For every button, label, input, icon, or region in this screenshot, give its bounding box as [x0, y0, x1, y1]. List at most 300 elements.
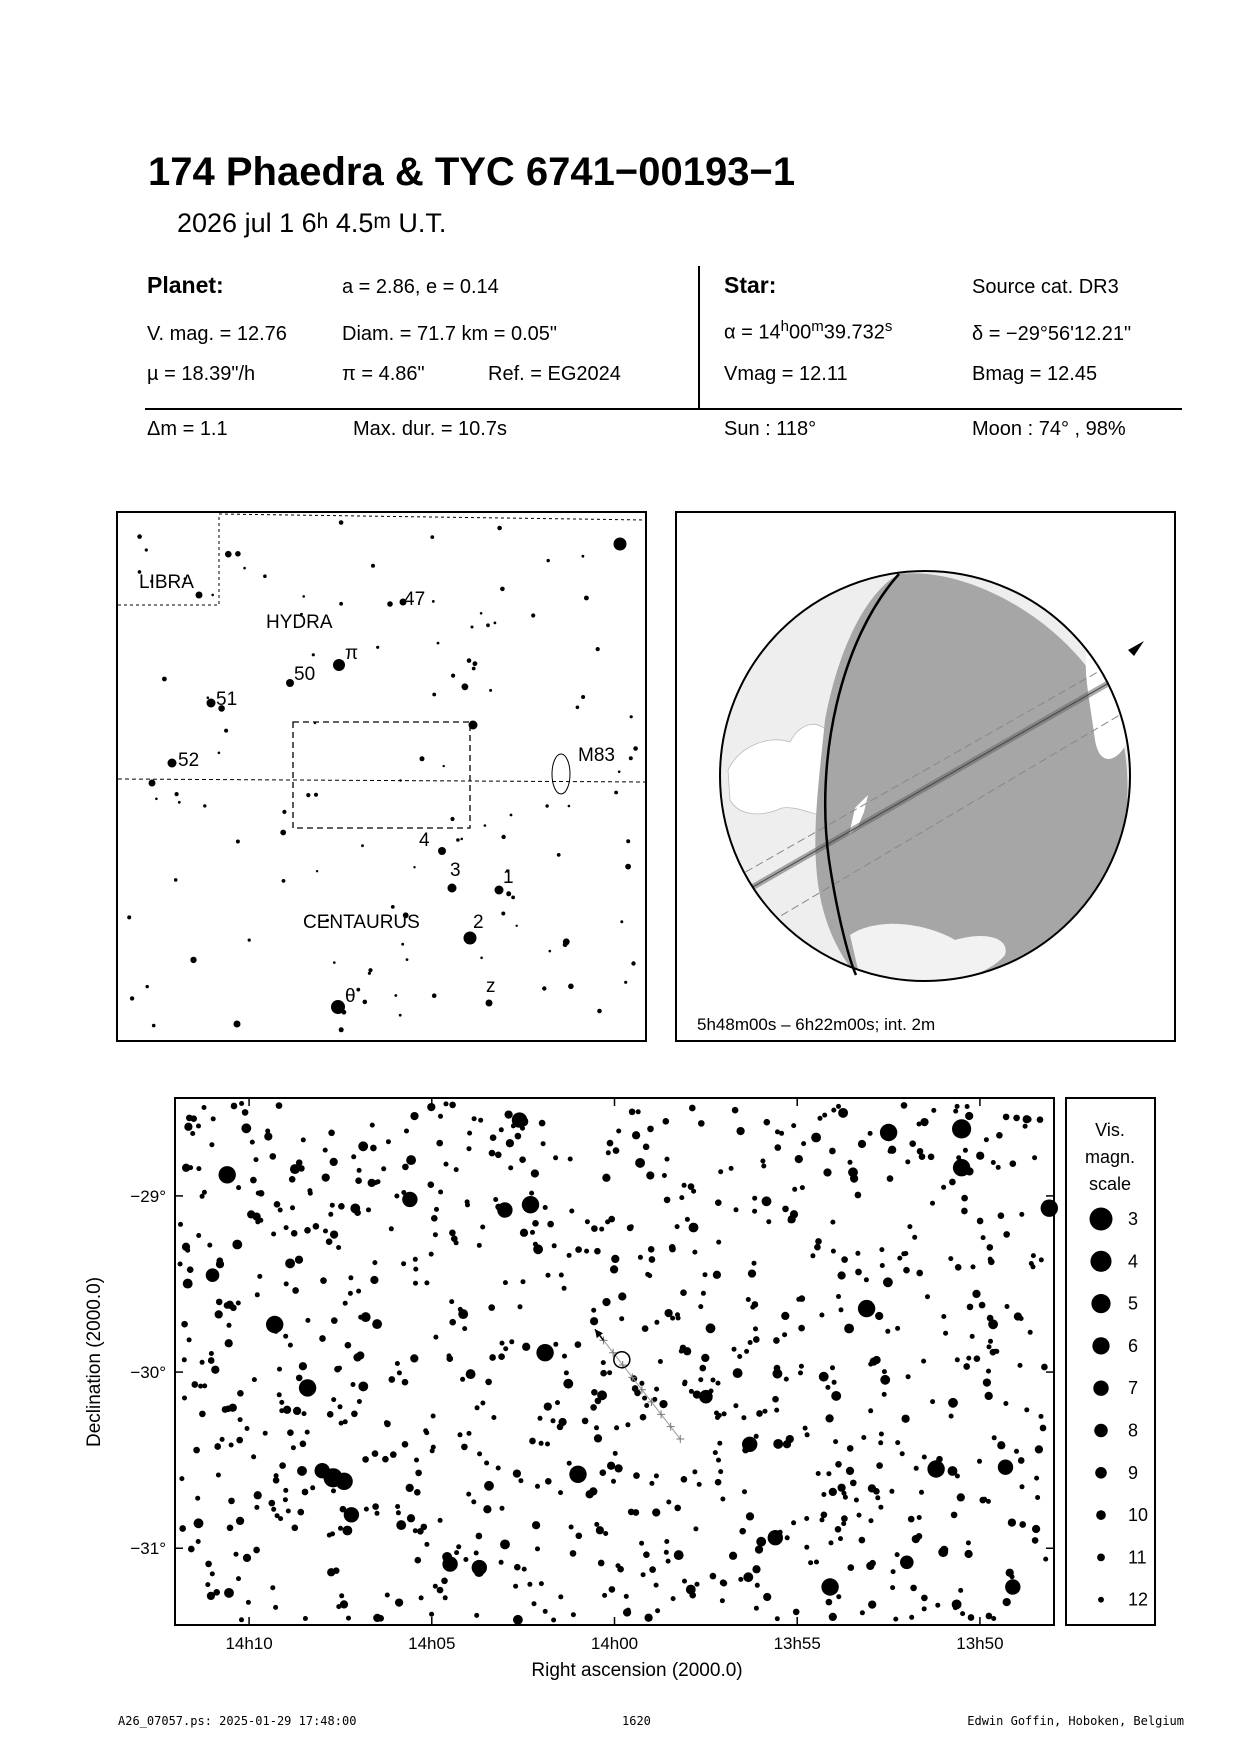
field-star: [508, 1165, 513, 1170]
field-star: [531, 1169, 539, 1177]
field-star: [646, 1171, 654, 1179]
field-star: [457, 1432, 462, 1437]
field-star: [495, 1151, 502, 1158]
field-star: [746, 1512, 754, 1520]
field-star: [569, 1524, 574, 1529]
field-star: [552, 1243, 557, 1248]
field-star: [183, 1279, 193, 1289]
field-star: [567, 1461, 572, 1466]
star-vmag: Vmag = 12.11: [724, 363, 848, 385]
y-axis-label: Declination (2000.0): [84, 1276, 105, 1448]
field-star: [474, 1613, 479, 1618]
field-star: [263, 1431, 268, 1436]
field-star: [491, 1415, 496, 1420]
finder-star: [486, 623, 490, 627]
path-direction-arrow: [1128, 641, 1144, 656]
field-star: [733, 1403, 738, 1408]
x-tick-label: 14h10: [225, 1634, 273, 1653]
field-star: [200, 1194, 205, 1199]
field-star: [991, 1616, 996, 1621]
finder-star: [497, 526, 502, 531]
field-star: [443, 1101, 448, 1106]
field-star: [303, 1616, 308, 1621]
field-star: [917, 1515, 922, 1520]
finder-star: [633, 746, 638, 751]
field-star: [895, 1326, 900, 1331]
field-star: [752, 1209, 757, 1214]
field-star: [489, 1354, 496, 1361]
field-star: [334, 1366, 341, 1373]
event-date: 2026 jul 1: [177, 208, 295, 238]
field-star: [551, 1617, 556, 1622]
field-star: [654, 1320, 659, 1325]
field-star: [584, 1249, 589, 1254]
finder-star: [235, 551, 241, 557]
field-star: [515, 1133, 522, 1140]
field-star: [632, 1131, 640, 1139]
bright-star: [1041, 1200, 1058, 1217]
field-star: [876, 1462, 883, 1469]
field-star: [822, 1113, 827, 1118]
field-star: [647, 1126, 654, 1133]
finder-star: [448, 884, 457, 893]
field-star: [594, 1522, 599, 1527]
field-star: [429, 1612, 434, 1617]
bright-star: [512, 1112, 527, 1127]
field-star: [374, 1511, 379, 1516]
field-star: [395, 1504, 400, 1509]
field-star: [187, 1266, 194, 1273]
field-star: [795, 1155, 803, 1163]
mag-scale-label: 4: [1128, 1251, 1139, 1272]
field-star: [402, 1379, 409, 1386]
field-star: [903, 1251, 908, 1256]
field-star: [905, 1159, 910, 1164]
finder-star: [631, 961, 635, 965]
field-star: [784, 1377, 789, 1382]
field-star: [216, 1257, 223, 1264]
field-star: [532, 1220, 539, 1227]
field-star: [715, 1199, 722, 1206]
field-star: [299, 1362, 307, 1370]
field-star: [305, 1318, 310, 1323]
field-star: [919, 1153, 926, 1160]
field-star: [553, 1155, 558, 1160]
field-star: [590, 1404, 597, 1411]
field-star: [430, 1448, 435, 1453]
field-star: [866, 1562, 874, 1570]
field-star: [456, 1544, 461, 1549]
planet-heading: Planet:: [147, 272, 224, 298]
field-star: [654, 1473, 659, 1478]
field-star: [213, 1589, 220, 1596]
star-ra-sec: 39.732: [823, 321, 885, 344]
field-star: [553, 1342, 558, 1347]
field-star: [928, 1153, 935, 1160]
field-star: [821, 1492, 826, 1497]
mag-scale-title: scale: [1088, 1174, 1132, 1194]
field-star: [415, 1470, 422, 1477]
field-star: [271, 1231, 276, 1236]
field-star: [816, 1471, 821, 1476]
field-star: [698, 1377, 703, 1382]
finder-star: [430, 535, 434, 539]
field-star: [737, 1354, 742, 1359]
field-star: [679, 1349, 684, 1354]
footer-page: 1620: [622, 1714, 651, 1728]
finder-star: [614, 791, 618, 795]
finder-star: [568, 805, 571, 808]
field-star: [252, 1377, 257, 1382]
field-star: [908, 1516, 915, 1523]
field-star: [829, 1613, 837, 1621]
field-star: [878, 1505, 883, 1510]
field-star: [279, 1462, 286, 1469]
field-star: [458, 1307, 463, 1312]
finder-star: [472, 667, 476, 671]
field-star: [436, 1140, 443, 1147]
finder-star: [391, 905, 395, 909]
field-star: [290, 1205, 295, 1210]
field-star: [662, 1173, 667, 1178]
field-star: [838, 1108, 848, 1118]
finder-star: [376, 646, 379, 649]
finder-star: [531, 613, 535, 617]
field-star: [617, 1566, 624, 1573]
field-star: [348, 1275, 353, 1280]
field-star: [273, 1605, 278, 1610]
bright-star: [299, 1379, 316, 1396]
field-star: [358, 1141, 368, 1151]
field-star: [900, 1451, 905, 1456]
field-star: [350, 1203, 360, 1213]
field-star: [817, 1116, 822, 1121]
field-star: [238, 1417, 243, 1422]
field-star: [518, 1478, 523, 1483]
field-star: [879, 1247, 884, 1252]
field-star: [819, 1312, 824, 1317]
field-star: [893, 1617, 898, 1622]
finder-star: [130, 996, 134, 1000]
field-star: [193, 1447, 200, 1454]
finder-star: [511, 896, 515, 900]
field-star: [996, 1132, 1003, 1139]
field-star: [569, 1208, 574, 1213]
finder-star: [451, 674, 455, 678]
mag-scale-dot: [1097, 1554, 1105, 1562]
field-star: [433, 1335, 438, 1340]
field-star: [196, 1539, 201, 1544]
field-star: [879, 1431, 884, 1436]
field-star: [196, 1233, 201, 1238]
field-star: [575, 1341, 582, 1348]
field-star: [773, 1337, 780, 1344]
field-star: [828, 1540, 833, 1545]
finder-star: [174, 878, 178, 882]
field-star: [664, 1309, 672, 1317]
field-star: [847, 1564, 854, 1571]
field-star: [323, 1148, 328, 1153]
field-star: [333, 1567, 340, 1574]
field-star: [340, 1600, 348, 1608]
field-star: [357, 1399, 362, 1404]
field-star: [484, 1460, 489, 1465]
field-star: [826, 1471, 831, 1476]
field-star: [744, 1349, 749, 1354]
field-star: [265, 1128, 270, 1133]
field-star: [237, 1390, 244, 1397]
field-star: [182, 1395, 187, 1400]
bright-star: [442, 1556, 457, 1571]
field-star: [742, 1489, 747, 1494]
planet-orbit: a = 2.86, e = 0.14: [342, 276, 499, 298]
field-star: [345, 1342, 352, 1349]
field-star: [283, 1406, 291, 1414]
field-star: [811, 1133, 821, 1143]
star-label-52: 52: [178, 750, 200, 771]
finder-star: [629, 756, 633, 760]
field-star: [885, 1329, 890, 1334]
star-label-2: 2: [473, 912, 484, 933]
field-star: [736, 1127, 744, 1135]
field-star: [236, 1185, 241, 1190]
field-star: [225, 1339, 233, 1347]
field-star: [224, 1588, 234, 1598]
finder-star: [263, 574, 267, 578]
finder-star: [145, 548, 148, 551]
field-star: [953, 1109, 958, 1114]
x-tick-label: 13h55: [773, 1634, 821, 1653]
field-star: [1031, 1253, 1036, 1258]
finder-star: [178, 801, 181, 804]
field-star: [729, 1552, 737, 1560]
field-star: [693, 1526, 698, 1531]
finder-star: [464, 932, 477, 945]
field-star: [679, 1195, 684, 1200]
field-star: [607, 1370, 612, 1375]
field-star: [880, 1263, 885, 1268]
field-star: [575, 1532, 582, 1539]
field-star: [713, 1450, 718, 1455]
chart-axes: [130, 1099, 1053, 1653]
finder-star: [243, 567, 246, 570]
earth-globe: [720, 571, 1145, 986]
field-star: [731, 1347, 736, 1352]
finder-star: [501, 835, 505, 839]
field-star: [247, 1210, 255, 1218]
field-star: [513, 1584, 518, 1589]
finder-star: [368, 972, 371, 975]
field-star: [888, 1146, 896, 1154]
time-suffix: U.T.: [390, 208, 447, 238]
planet-motion: µ = 18.39"/h: [147, 363, 256, 385]
field-star: [413, 1528, 418, 1533]
field-star: [986, 1369, 991, 1374]
field-star: [420, 1524, 427, 1531]
field-star: [882, 1392, 887, 1397]
field-star: [901, 1415, 909, 1423]
field-star: [639, 1541, 644, 1546]
field-star: [446, 1355, 453, 1362]
finder-star: [557, 853, 561, 857]
field-star: [255, 1292, 260, 1297]
field-star: [559, 1272, 564, 1277]
field-star: [297, 1509, 304, 1516]
field-star: [706, 1323, 716, 1333]
field-star: [986, 1244, 993, 1251]
field-star: [774, 1144, 781, 1151]
field-star: [297, 1466, 307, 1476]
field-star: [676, 1315, 681, 1320]
field-star: [443, 1162, 448, 1167]
finder-star: [542, 986, 546, 990]
field-star: [200, 1360, 205, 1365]
field-star: [291, 1230, 298, 1237]
finder-star: [510, 814, 513, 817]
field-star: [178, 1222, 183, 1227]
finder-star: [413, 866, 415, 868]
field-star: [326, 1238, 333, 1245]
field-star: [575, 1246, 582, 1253]
bright-star: [927, 1460, 944, 1477]
field-star: [837, 1484, 845, 1492]
field-star: [916, 1121, 921, 1126]
footer-file: A26_07057.ps: 2025-01-29 17:48:00: [118, 1714, 357, 1728]
field-star: [488, 1304, 495, 1311]
field-star: [613, 1451, 618, 1456]
field-star: [799, 1364, 804, 1369]
field-star: [633, 1509, 640, 1516]
field-star: [654, 1387, 659, 1392]
field-star: [804, 1545, 809, 1550]
field-star: [413, 1281, 418, 1286]
field-star: [831, 1391, 841, 1401]
field-star: [427, 1181, 434, 1188]
field-star: [716, 1240, 721, 1245]
field-star: [607, 1462, 615, 1470]
finder-star: [460, 838, 463, 841]
field-star: [941, 1185, 946, 1190]
field-star: [558, 1490, 563, 1495]
field-star: [1035, 1445, 1043, 1453]
field-star: [328, 1212, 333, 1217]
finder-star: [480, 957, 483, 960]
field-star: [972, 1290, 980, 1298]
field-star: [775, 1616, 780, 1621]
field-star: [683, 1347, 691, 1355]
field-star: [648, 1246, 655, 1253]
bright-star: [953, 1159, 970, 1176]
field-star: [307, 1188, 312, 1193]
field-star: [666, 1559, 671, 1564]
field-star: [254, 1505, 259, 1510]
field-star: [890, 1585, 895, 1590]
field-star: [461, 1444, 468, 1451]
footer-author: Edwin Goffin, Hoboken, Belgium: [967, 1714, 1184, 1728]
field-star: [868, 1362, 873, 1367]
field-star: [920, 1118, 928, 1126]
field-star: [996, 1165, 1001, 1170]
finder-star: [437, 642, 440, 645]
field-star: [835, 1526, 842, 1533]
mag-scale-label: 9: [1128, 1462, 1139, 1483]
field-star: [190, 1115, 197, 1122]
magnitude-scale: [1085, 1120, 1148, 1610]
field-star: [558, 1594, 563, 1599]
field-star: [438, 1114, 443, 1119]
field-star: [753, 1326, 758, 1331]
bright-star: [880, 1124, 897, 1141]
mag-scale-dot: [1094, 1424, 1108, 1438]
field-star: [623, 1608, 631, 1616]
field-star: [861, 1435, 866, 1440]
field-star: [414, 1489, 421, 1496]
star-ra-prefix: α = 14: [724, 321, 781, 344]
bright-star: [569, 1466, 586, 1483]
occultation-path: [595, 1329, 684, 1443]
field-star: [388, 1376, 395, 1383]
field-star: [782, 1332, 787, 1337]
field-star: [370, 1123, 375, 1128]
finder-star: [563, 938, 570, 945]
field-star: [748, 1340, 753, 1345]
field-star: [264, 1132, 272, 1140]
field-star: [610, 1265, 618, 1273]
field-star: [355, 1177, 362, 1184]
field-star: [901, 1102, 908, 1109]
field-star: [224, 1302, 231, 1309]
field-star: [698, 1120, 705, 1127]
field-star: [496, 1465, 501, 1470]
field-star: [182, 1164, 190, 1172]
finder-star: [549, 950, 552, 953]
field-star: [216, 1472, 221, 1477]
field-star: [594, 1248, 601, 1255]
field-star: [370, 1145, 377, 1152]
finder-star: [420, 756, 425, 761]
globe-caption: 5h48m00s – 6h22m00s; int. 2m: [697, 1015, 936, 1034]
field-star: [474, 1550, 479, 1555]
field-star: [1024, 1407, 1029, 1412]
field-star: [466, 1431, 471, 1436]
field-star: [364, 1507, 369, 1512]
field-star: [791, 1123, 796, 1128]
field-star: [720, 1579, 727, 1586]
finder-star: [175, 792, 179, 796]
field-star: [402, 1441, 409, 1448]
field-star: [1039, 1257, 1044, 1262]
field-star: [611, 1255, 619, 1263]
field-star: [489, 1150, 496, 1157]
field-star: [652, 1397, 657, 1402]
field-star: [746, 1297, 751, 1302]
field-star: [922, 1606, 927, 1611]
field-star: [602, 1298, 610, 1306]
field-star: [301, 1411, 306, 1416]
field-star: [320, 1277, 327, 1284]
field-star: [1009, 1574, 1014, 1579]
field-star: [788, 1215, 796, 1223]
finder-star: [314, 722, 316, 724]
field-star: [804, 1516, 809, 1521]
field-star: [798, 1325, 805, 1332]
field-star: [419, 1595, 424, 1600]
field-star: [253, 1157, 258, 1162]
finder-star: [456, 838, 460, 842]
field-star: [988, 1319, 998, 1329]
field-star: [1019, 1484, 1024, 1489]
field-star: [645, 1272, 650, 1277]
